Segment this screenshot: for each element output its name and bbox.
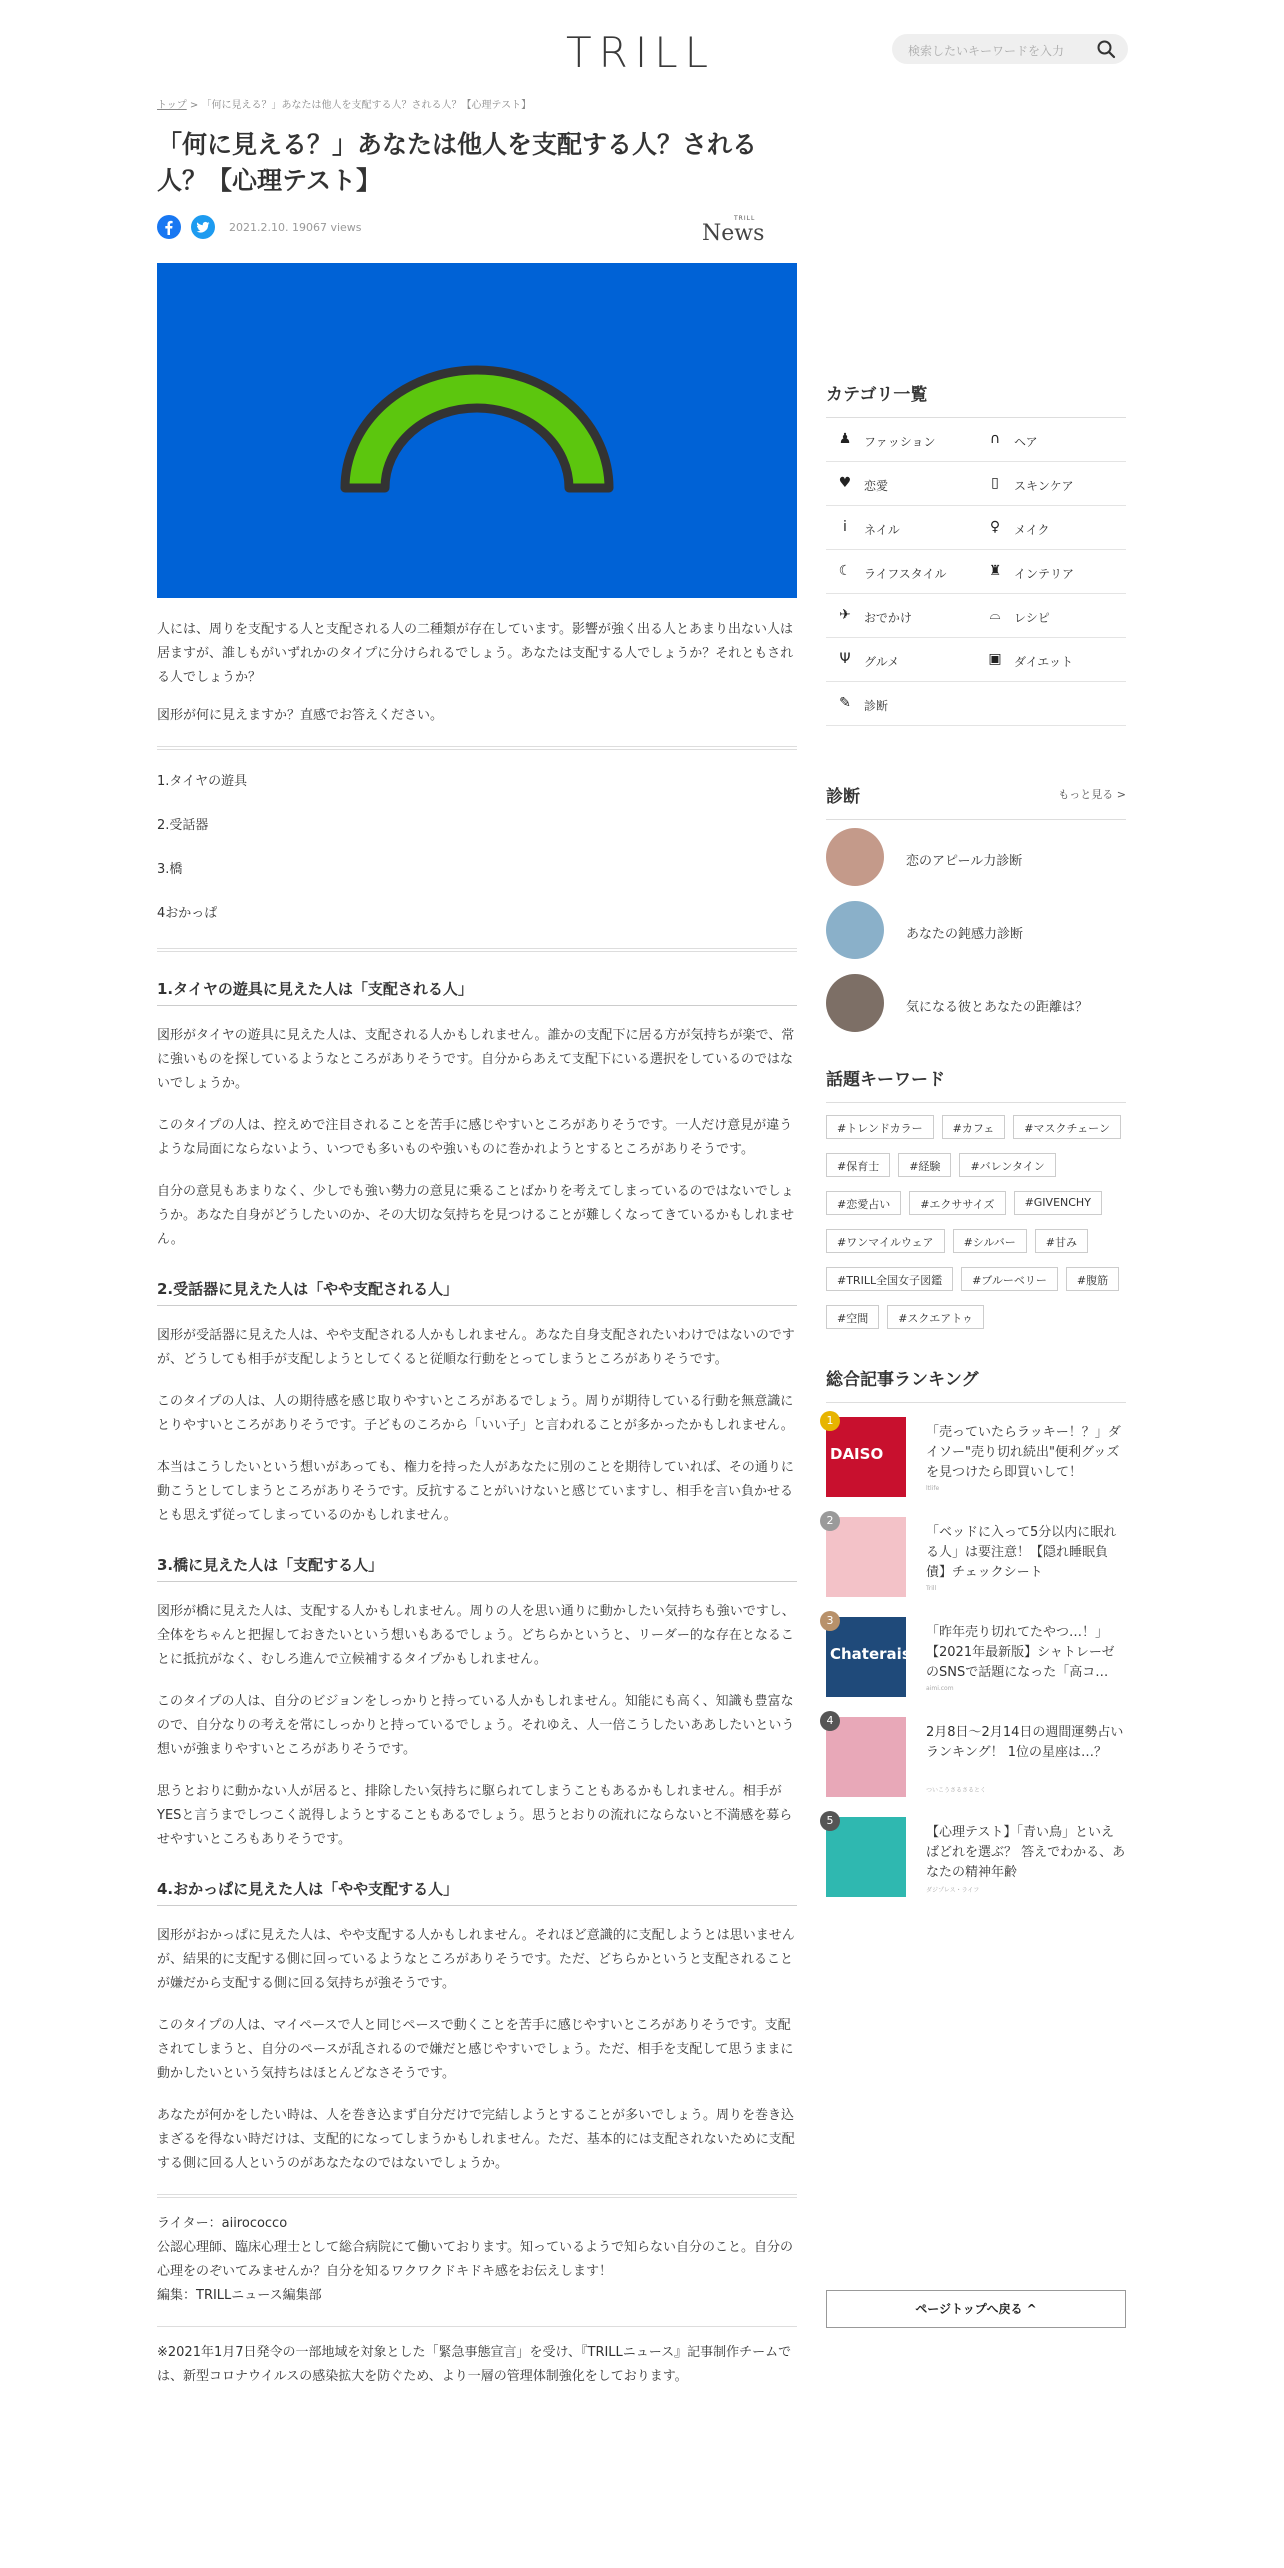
twitter-share-button[interactable] xyxy=(191,215,215,239)
ranking-item[interactable] xyxy=(826,1409,1126,1503)
site-header xyxy=(0,0,1284,100)
article-meta xyxy=(157,211,797,247)
ranking-source: ダジプレス・ライフ xyxy=(926,1887,980,1894)
ranking-item[interactable] xyxy=(826,1509,1126,1603)
category-lifestyle[interactable] xyxy=(826,550,976,594)
arch-figure xyxy=(157,263,797,598)
facebook-icon xyxy=(161,219,177,235)
ranking-item[interactable] xyxy=(826,1709,1126,1803)
article-title: 「何に見える？」あなたは他人を支配する人？される人？【心理テスト】 xyxy=(157,130,758,195)
category-label: インテリア xyxy=(1014,567,1075,581)
moon-icon: ☾ xyxy=(838,563,852,579)
diagnosis-thumbnail xyxy=(826,901,884,959)
option-item: 3.橋 xyxy=(157,862,183,877)
section-paragraph: 図形がおかっぱに見えた人は、やや支配する人かもしれません。それほど意識的に支配しようとは思いませんが、結果的に支配する側に回っているようなところがありそうです。ただ、どちらかというと支配されることが嫌だから支配する側に回る気持ちが強そうです。 xyxy=(157,1928,795,1991)
diagnosis-item[interactable] xyxy=(826,966,1126,1039)
section-paragraph: このタイプの人は、人の期待感を感じ取りやすいところがあるでしょう。周りが期待している行動を無意識にとりやすいところがありそうです。子どものころから「いい子」と言われることが多かったかもしれません。 xyxy=(157,1394,794,1433)
cutlery-icon: Ψ xyxy=(839,651,851,667)
ranking-source: ついこうさるさるとく xyxy=(926,1787,987,1794)
keyword-tag[interactable]: #シルバー xyxy=(953,1229,1027,1253)
category-label: ダイエット xyxy=(1014,655,1074,669)
category-label: メイク xyxy=(1014,523,1050,537)
ranking-thumbnail xyxy=(826,1617,921,1697)
keyword-tag[interactable]: #経験 xyxy=(898,1153,951,1177)
category-recipe[interactable] xyxy=(976,594,1126,638)
ranking-article-title[interactable]: 「ベッドに入って5分以内に眠れる人」は要注意！【隠れ睡眠負債】チェックシート xyxy=(926,1525,1117,1580)
section-paragraph: 本当はこうしたいという想いがあっても、権力を持った人があなたに別のことを期待していれば、その通りに動こうとしてしまうところがありそうです。反抗することがいけないと感じていますし、相手を言い負かせるとも思えず従ってしまっているのかもしれません。 xyxy=(157,1460,794,1523)
category-label: ファッション xyxy=(864,435,936,449)
checklist-icon: ✎ xyxy=(839,695,851,711)
category-gourmet[interactable] xyxy=(826,638,976,682)
search-input[interactable]: 検索したいキーワードを入力 xyxy=(908,44,1065,58)
heart-icon: ♥ xyxy=(838,475,852,491)
keyword-tag[interactable]: #エクササイズ xyxy=(909,1191,1005,1215)
keyword-tag[interactable]: #TRILL全国女子図鑑 xyxy=(826,1267,953,1291)
site-logo[interactable]: TRILL xyxy=(566,28,716,77)
breadcrumb xyxy=(157,96,797,111)
editor-name: 編集：TRILLニュース編集部 xyxy=(157,2288,322,2303)
lamp-icon: ♜ xyxy=(988,563,1002,579)
keyword-tag[interactable]: #バレンタイン xyxy=(959,1153,1055,1177)
ranking-list xyxy=(826,1409,1126,1903)
ranking-title: 総合記事ランキング xyxy=(826,1365,1126,1403)
section-paragraph: このタイプの人は、マイペースで人と同じペースで動くことを苦手に感じやすいところがありそうです。支配されてしまうと、自分のペースが乱されるので嫌だと感じやすいでしょう。ただ、相手を支配して思うままに動かしたいという気持ちはほとんどなさそうです。 xyxy=(157,2018,794,2081)
ranking-number-badge: 1 xyxy=(820,1411,840,1431)
page-top-button[interactable]: ページトップへ戻る ^ xyxy=(826,2290,1126,2328)
section-paragraph: このタイプの人は、控えめで注目されることを苦手に感じやすいところがありそうです。一人だけ意見が違うような局面にならないよう、いつでも多いものや強いものに巻かれようとするところがありそうです。 xyxy=(157,1118,793,1157)
trill-news-logo xyxy=(702,213,765,246)
ranking-thumbnail-text: DAISO xyxy=(830,1445,884,1463)
category-hair[interactable] xyxy=(976,418,1126,462)
category-skincare[interactable] xyxy=(976,462,1126,506)
category-fashion[interactable] xyxy=(826,418,976,462)
diagnosis-label: 恋のアピール力診断 xyxy=(906,854,1023,869)
category-empty-cell xyxy=(976,682,1126,726)
section-paragraph: あなたが何かをしたい時は、人を巻き込まず自分だけで完結しようとすることが多いでしょう。周りを巻き込まざるを得ない時だけは、支配的になってしまうかもしれません。ただ、基本的には支配されないために支配する側に回る人というのがあなたなのではないでしょうか。 xyxy=(157,2108,795,2171)
section-paragraph: 自分の意見もあまりなく、少しでも強い勢力の意見に乗ることばかりを考えてしまっているのではないでしょうか。あなた自身がどうしたいのか、その大切な気持ちを見つけることが難しくなってきているかもしれません。 xyxy=(157,1184,795,1247)
ranking-thumbnail xyxy=(826,1517,906,1597)
nail-polish-icon: ⅰ xyxy=(843,519,847,535)
answer-options xyxy=(157,772,797,948)
ranking-article-title[interactable]: 「昨年売り切れてたやつ…！」【2021年最新版】シャトレーゼのSNSで話題になった「高コ… xyxy=(926,1625,1115,1680)
keyword-tag[interactable]: #カフェ xyxy=(942,1115,1006,1139)
keyword-tag[interactable]: #ブルーベリー xyxy=(961,1267,1058,1291)
divider xyxy=(157,746,797,750)
category-label: おでかけ xyxy=(864,611,912,625)
keyword-tag[interactable]: #空間 xyxy=(826,1305,879,1329)
facebook-share-button[interactable] xyxy=(157,215,181,239)
diagnosis-thumbnail xyxy=(826,974,884,1032)
breadcrumb-current: 「何に見える？」あなたは他人を支配する人？される人？【心理テスト】 xyxy=(201,100,532,111)
option-item: 2.受話器 xyxy=(157,818,209,833)
keyword-tag[interactable]: #スクエアトゥ xyxy=(887,1305,984,1329)
ranking-number-badge: 5 xyxy=(820,1811,840,1831)
diagnosis-more-link[interactable]: もっと見る > xyxy=(1058,788,1126,801)
breadcrumb-separator: > xyxy=(189,100,199,111)
section-paragraph: このタイプの人は、自分のビジョンをしっかりと持っている人かもしれません。知能にも高く、知識も豊富なので、自分なりの考えを常にしっかりと持っているでしょう。それゆえ、人一倍こうしたいああしたいという想いが強まりやすいところがありそうです。 xyxy=(157,1694,795,1757)
section-heading: 2.受話器に見えた人は「やや支配される人」 xyxy=(157,1278,797,1306)
diagnosis-thumbnail xyxy=(826,828,884,886)
category-label: ライフスタイル xyxy=(864,567,947,581)
categories-title: カテゴリ一覧 xyxy=(826,380,1126,418)
diagnosis-label: 気になる彼とあなたの距離は？ xyxy=(906,1000,1089,1015)
section-paragraph: 図形がタイヤの遊具に見えた人は、支配される人かもしれません。誰かの支配下に居る方が気持ちが楽で、常に強いものを探しているようなところがありそうです。自分からあえて支配下にいる選択をしているのではないでしょうか。 xyxy=(157,1028,795,1091)
keyword-tag[interactable]: #腹筋 xyxy=(1066,1267,1119,1291)
keyword-tag[interactable]: #保育士 xyxy=(826,1153,890,1177)
category-diagnosis[interactable] xyxy=(826,682,976,726)
category-interior[interactable] xyxy=(976,550,1126,594)
diagnosis-label: あなたの鈍感力診断 xyxy=(906,927,1024,942)
bottle-icon: ▯ xyxy=(991,475,999,491)
category-label: ヘア xyxy=(1014,435,1038,449)
ranking-thumbnail-text: Chateraisé xyxy=(830,1645,921,1663)
category-outing[interactable] xyxy=(826,594,976,638)
scale-icon: ▣ xyxy=(988,651,1002,667)
pot-icon: ⌓ xyxy=(989,607,1001,623)
option-item: 1.タイヤの遊具 xyxy=(157,774,248,789)
article-main xyxy=(157,96,797,2389)
diagnosis-item[interactable] xyxy=(826,893,1126,966)
divider xyxy=(157,2326,797,2327)
category-makeup[interactable] xyxy=(976,506,1126,550)
keyword-tag[interactable]: #甘み xyxy=(1035,1229,1088,1253)
article-date-views: 2021.2.10. 19067 views xyxy=(229,221,362,234)
ranking-number-badge: 4 xyxy=(820,1711,840,1731)
ranking-thumbnail xyxy=(826,1717,906,1797)
keyword-tag[interactable]: #マスクチェーン xyxy=(1013,1115,1121,1139)
news-logo-small: TRILL xyxy=(734,215,756,222)
twitter-icon xyxy=(195,219,211,235)
hero-image xyxy=(157,263,797,598)
news-logo-big: News xyxy=(702,221,765,246)
section-heading: 3.橋に見えた人は「支配する人」 xyxy=(157,1554,797,1582)
question-paragraph: 図形が何に見えますか？直感でお答えください。 xyxy=(157,708,444,723)
diagnosis-title: 診断 xyxy=(826,782,1126,820)
ranking-thumbnail xyxy=(826,1417,906,1497)
keywords-title: 話題キーワード xyxy=(826,1065,1126,1103)
ranking-source: Trill xyxy=(926,1585,937,1592)
section-paragraph: 図形が受話器に見えた人は、やや支配される人かもしれません。あなた自身支配されたいわけではないのですが、どうしても相手が支配しようとしてくると従順な行動をとってしまうところがありそうです。 xyxy=(157,1328,795,1367)
section-paragraph: 図形が橋に見えた人は、支配する人かもしれません。周りの人を思い通りに動かしたい気持ちも強いですし、全体をちゃんと把握しておきたいという想いもあるでしょう。どちらかというと、リーダー的な存在となることに抵抗がなく、むしろ進んで立候補するタイプかもしれません。 xyxy=(157,1604,795,1667)
writer-bio: 公認心理師、臨床心理士として総合病院にて働いております。知っているようで知らない自分のこと。自分の心理をのぞいてみませんか？自分を知るワクワクドキドキ感をお伝えします！ xyxy=(157,2240,793,2279)
airplane-icon: ✈ xyxy=(839,607,851,623)
category-love[interactable] xyxy=(826,462,976,506)
diagnosis-item[interactable] xyxy=(826,820,1126,893)
section-heading: 4.おかっぱに見えた人は「やや支配する人」 xyxy=(157,1878,797,1906)
ranking-number-badge: 3 xyxy=(820,1611,840,1631)
diagnosis-header xyxy=(826,782,1126,820)
ranking-article-title[interactable]: 2月8日～2月14日の週間運勢占いランキング！ 1位の星座は…？ xyxy=(926,1725,1124,1760)
keyword-tag[interactable]: #ワンマイルウェア xyxy=(826,1229,945,1253)
ranking-item[interactable] xyxy=(826,1609,1126,1703)
intro-paragraph: 人には、周りを支配する人と支配される人の二種類が存在しています。影響が強く出る人とあまり出ない人は居ますが、誰しもがいずれかのタイプに分けられるでしょう。あなたは支配する人でしょうか？それともされる人でしょうか？ xyxy=(157,622,794,685)
category-label: 診断 xyxy=(864,699,889,713)
breadcrumb-home-link[interactable]: トップ xyxy=(157,100,187,111)
writer-name: ライター：aiirococco xyxy=(157,2216,288,2231)
category-diet[interactable] xyxy=(976,638,1126,682)
category-label: スキンケア xyxy=(1014,479,1074,493)
divider xyxy=(157,2194,797,2198)
keyword-tag[interactable]: #トレンドカラー xyxy=(826,1115,934,1139)
section-paragraph: 思うとおりに動かない人が居ると、排除したい気持ちに駆られてしまうこともあるかもしれません。相手がYESと言うまでしつこく説得しようとすることもあるでしょう。思うとおりの流れにならないと不満感を募らせやすいところもありそうです。 xyxy=(157,1784,793,1847)
sidebar xyxy=(826,380,1126,1903)
ranking-number-badge: 2 xyxy=(820,1511,840,1531)
ranking-source: ltlife xyxy=(926,1485,940,1492)
ranking-article-title[interactable]: 「売っていたらラッキー！？」ダイソー"売り切れ続出"便利グッズを見つけたら即買いして！ xyxy=(926,1425,1121,1480)
section-heading: 1.タイヤの遊具に見えた人は「支配される人」 xyxy=(157,978,797,1006)
lipstick-icon: ♀ xyxy=(989,519,1001,535)
category-nail[interactable] xyxy=(826,506,976,550)
category-label: 恋愛 xyxy=(864,479,889,493)
footer-note: ※2021年1月7日発令の一部地域を対象とした「緊急事態宣言」を受け、『TRILLニュース』記事制作チームでは、新型コロナウイルスの感染拡大を防ぐため、より一層の管理体制強化をしております。 xyxy=(157,2345,792,2384)
option-item: 4おかっぱ xyxy=(157,906,218,921)
ranking-item[interactable] xyxy=(826,1809,1126,1903)
writer-info xyxy=(157,2212,797,2308)
category-list xyxy=(826,418,1126,726)
hair-icon: ∩ xyxy=(989,431,1001,447)
keyword-tag[interactable]: #恋愛占い xyxy=(826,1191,901,1215)
category-label: レシピ xyxy=(1014,611,1050,625)
divider xyxy=(157,948,797,952)
category-label: グルメ xyxy=(864,655,900,669)
ranking-article-title[interactable]: 【心理テスト】「青い鳥」といえばどれを選ぶ？ 答えでわかる、あなたの精神年齢 xyxy=(926,1825,1126,1880)
keyword-tag[interactable]: #GIVENCHY xyxy=(1014,1191,1102,1215)
search-box[interactable] xyxy=(892,34,1128,64)
ranking-source: aimi.com xyxy=(926,1685,954,1692)
category-label: ネイル xyxy=(864,523,900,537)
ranking-thumbnail xyxy=(826,1817,906,1897)
keyword-tags xyxy=(826,1115,1126,1329)
dress-icon: ♟ xyxy=(838,431,852,447)
search-icon[interactable] xyxy=(1096,39,1116,59)
